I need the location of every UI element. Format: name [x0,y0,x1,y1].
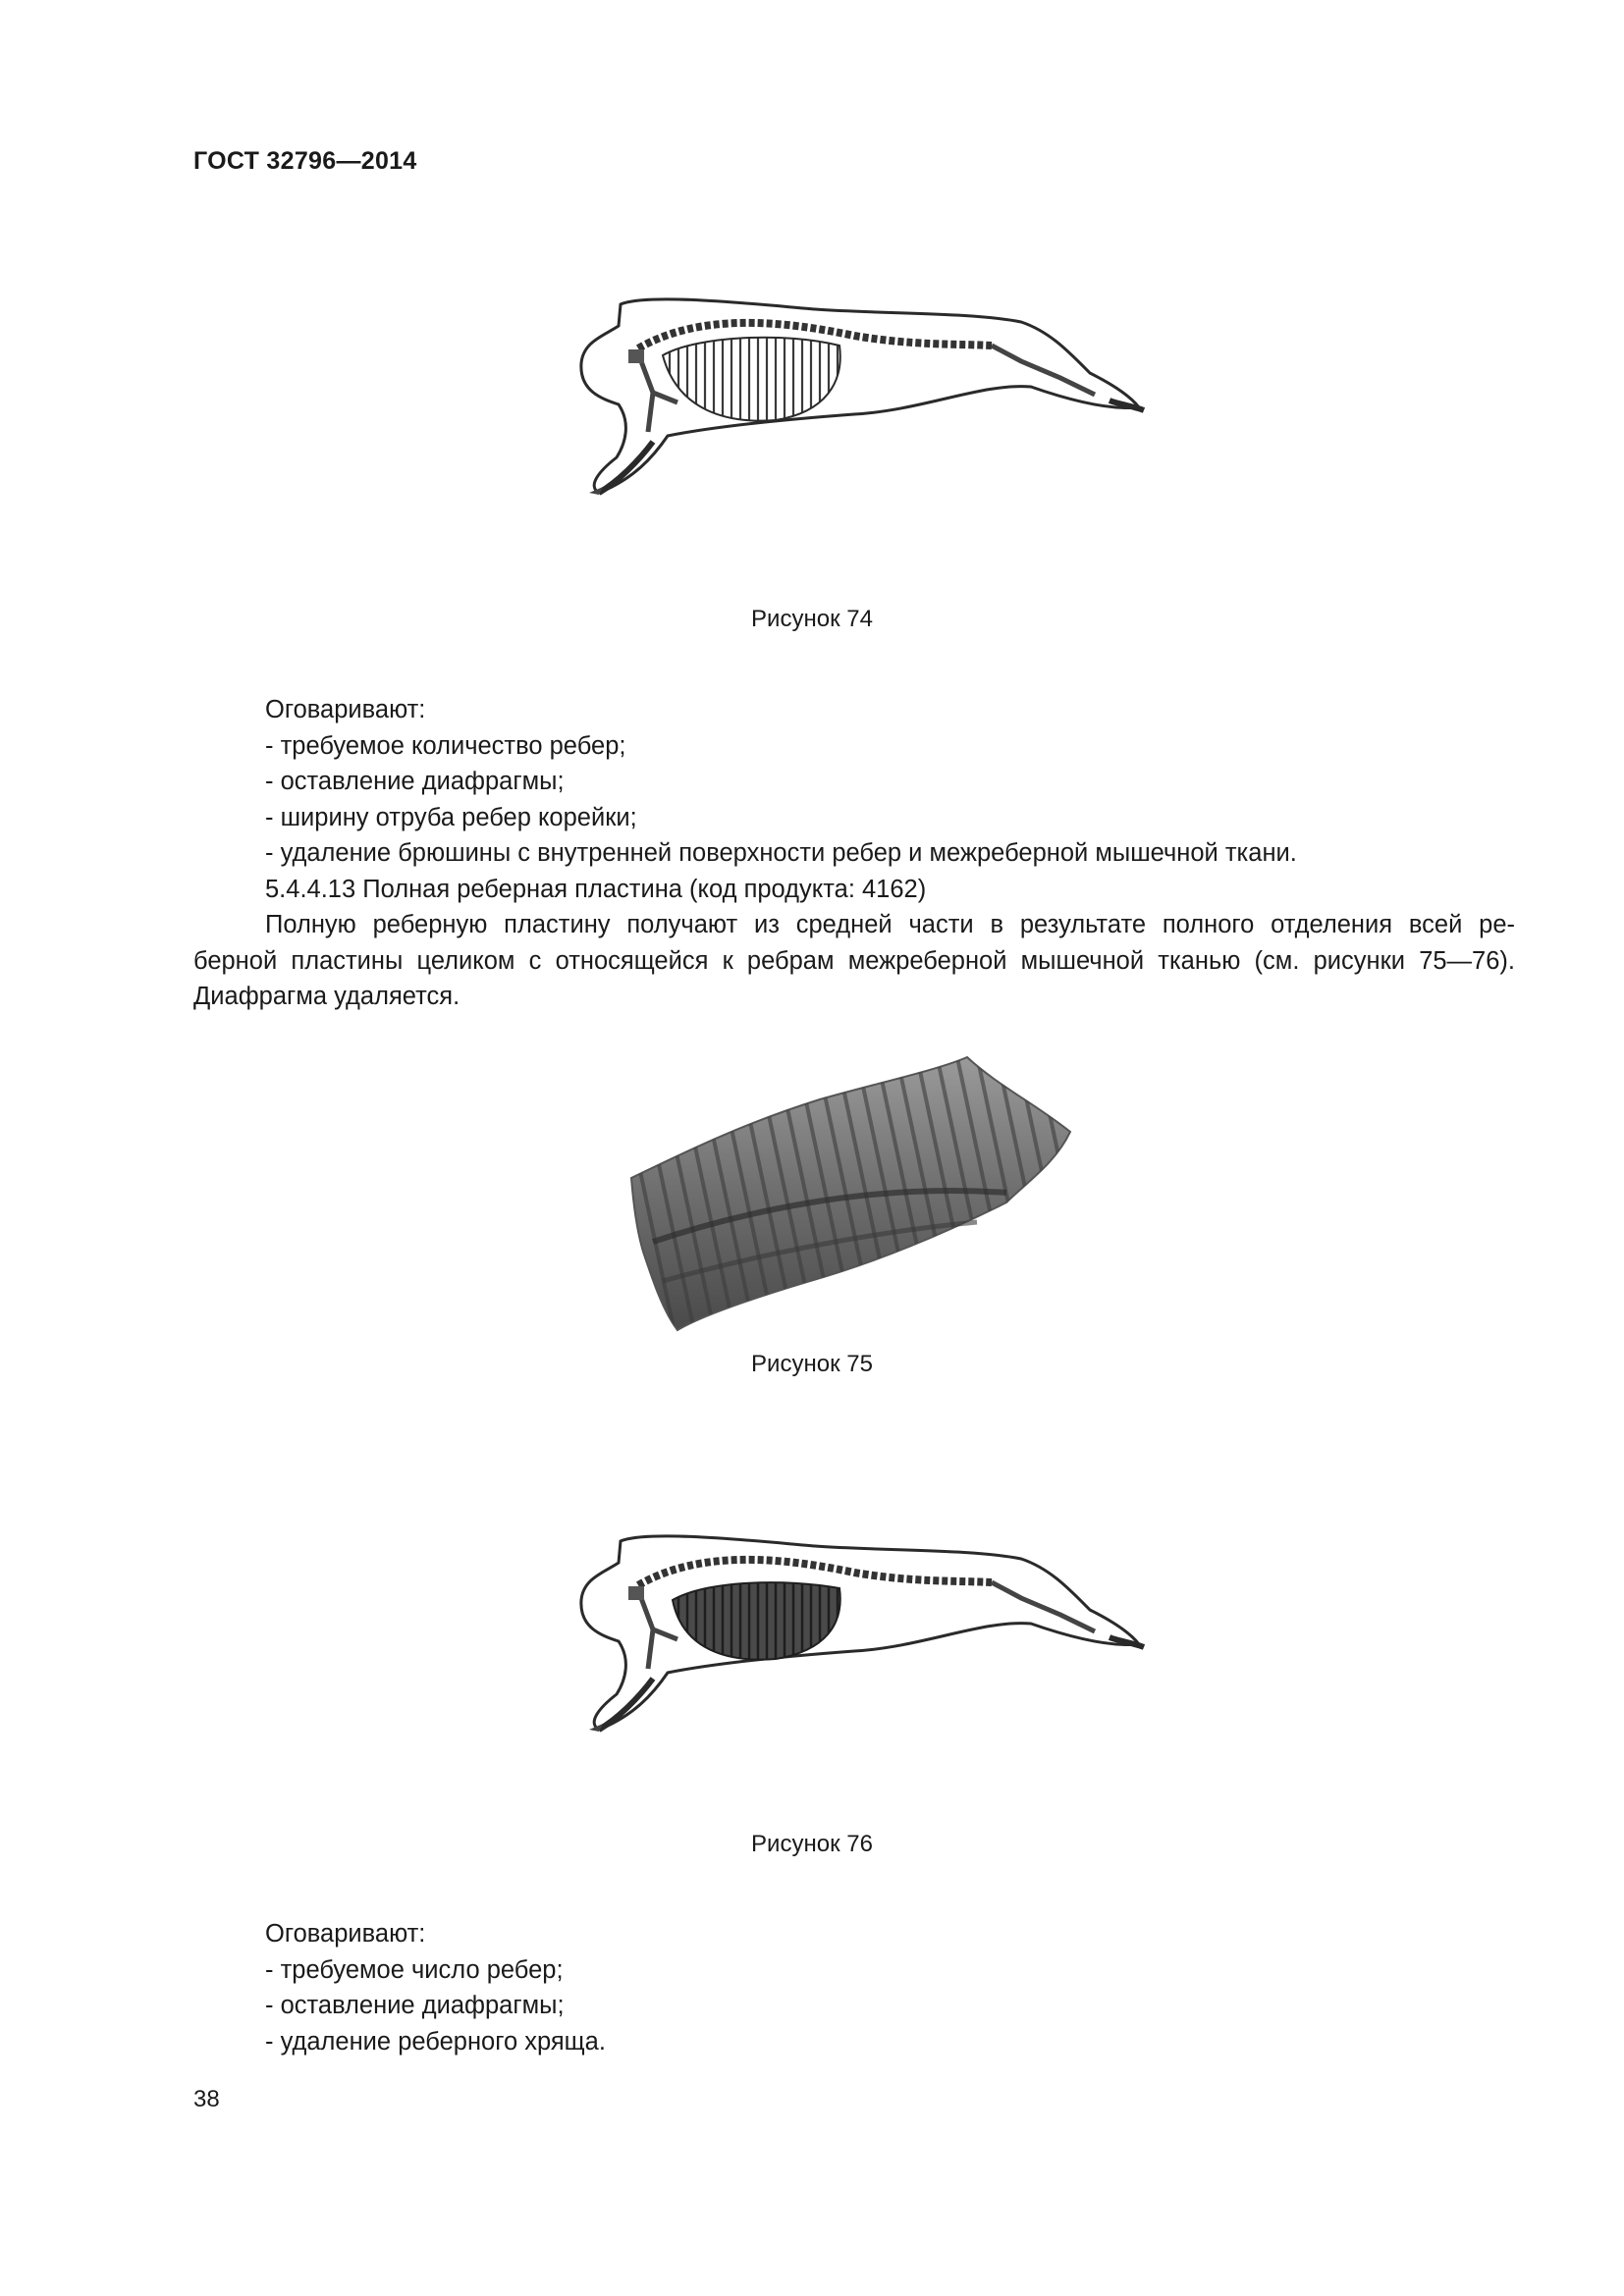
figure-74-caption: Рисунок 74 [751,606,873,632]
figure-76-carcass-diagram [560,1522,1149,1747]
list-item: - требуемое количество ребер; [265,731,626,760]
figure-76-caption: Рисунок 76 [751,1831,873,1857]
list-item: - ширину отруба ребер корейки; [265,803,637,831]
section-heading: 5.4.4.13 Полная реберная пластина (код продукта: 4162) [265,875,927,903]
paragraph-line: Полную реберную пластину получают из средней части в результате полного отделения всей ре- [265,911,1515,938]
list-item: - оставление диафрагмы; [265,768,565,795]
text-block-1 [193,692,1515,1015]
list-item: - удаление реберного хряща. [265,2027,606,2056]
paragraph-line: берной пластины целиком с относящейся к ребрам межреберной мышечной тканью (см. рисунки 75—76). [193,946,1515,975]
figure-75-rib-plate-photo [623,1045,1085,1340]
page-number: 38 [193,2086,220,2112]
list-item: - требуемое число ребер; [265,1955,564,1984]
list-item: - удаление брюшины с внутренней поверхности ребер и межреберной мышечной ткани. [265,839,1297,867]
figure-75-caption: Рисунок 75 [751,1351,873,1377]
list-intro: Оговаривают: [265,1920,426,1948]
paragraph-line: Диафрагма удаляется. [193,983,460,1010]
list-item: - оставление диафрагмы; [265,1992,565,2019]
text-block-2 [193,1916,1515,2059]
document-header: ГОСТ 32796—2014 [193,147,417,175]
list-intro: Оговаривают: [265,696,426,723]
figure-74-carcass-diagram [560,285,1149,510]
